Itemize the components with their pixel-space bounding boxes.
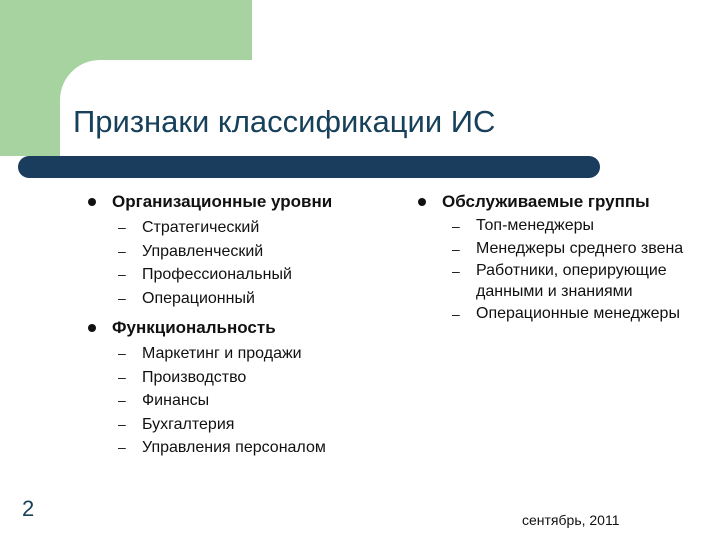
list-item: – Операционный	[88, 287, 388, 311]
footer-date: сентябрь, 2011	[522, 512, 620, 528]
list-item: – Операционные менеджеры	[418, 304, 698, 325]
heading-text: Обслуживаемые группы	[442, 192, 650, 211]
bullet-heading-served-groups	[418, 192, 698, 212]
bullet-heading-org-levels	[88, 192, 388, 212]
dash-icon: –	[118, 368, 126, 385]
dash-icon: –	[118, 415, 126, 432]
heading-text: Функциональность	[112, 318, 276, 337]
title-underline-bar	[18, 156, 600, 178]
sub-list-functionality	[88, 342, 388, 460]
list-item: – Маркетинг и продажи	[88, 342, 388, 366]
dash-icon: –	[118, 219, 126, 235]
dash-icon: –	[118, 392, 126, 408]
left-column	[88, 192, 388, 468]
list-item: – Стратегический	[88, 216, 388, 240]
heading-text: Организационные уровни	[112, 192, 333, 211]
dash-icon: –	[452, 263, 460, 279]
list-item: – Финансы	[88, 389, 388, 413]
dash-icon: –	[118, 242, 126, 259]
slide-title: Признаки классификации ИС	[73, 104, 496, 139]
list-item: – Бухгалтерия	[88, 413, 388, 437]
list-item: – Профессиональный	[88, 263, 388, 287]
sub-list-org-levels	[88, 216, 388, 310]
right-column	[418, 192, 698, 333]
list-item: – Топ-менеджеры	[418, 216, 698, 237]
list-item: – Работники, оперирующие данными и знаниями	[452, 262, 667, 300]
dash-icon: –	[118, 439, 126, 455]
bullet-dot-icon	[88, 198, 96, 206]
bullet-heading-functionality	[88, 318, 388, 338]
dash-icon: –	[118, 266, 126, 282]
dash-icon: –	[452, 240, 460, 257]
dash-icon: –	[452, 306, 460, 322]
list-item: – Менеджеры среднего звена	[418, 239, 698, 260]
sub-list-served-groups	[418, 216, 698, 325]
dash-icon: –	[118, 345, 126, 361]
list-item: – Производство	[88, 366, 388, 390]
bullet-dot-icon	[88, 324, 96, 332]
slide-number: 2	[22, 496, 35, 521]
dash-icon: –	[118, 289, 126, 306]
list-item: – Управленческий	[88, 240, 388, 264]
list-item: – Управления персоналом	[88, 436, 388, 460]
dash-icon: –	[452, 218, 460, 234]
bullet-dot-icon	[418, 198, 426, 206]
